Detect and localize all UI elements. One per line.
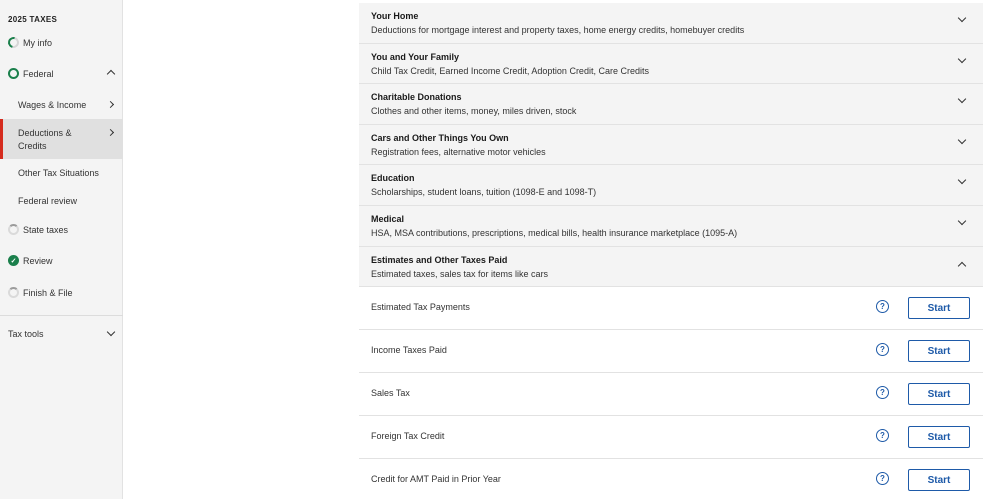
sidebar-item-label: Federal bbox=[23, 68, 54, 79]
section-subtitle: Deductions for mortgage interest and property taxes, home energy credits, homebuyer credits bbox=[371, 25, 745, 35]
label-line-2: Credits bbox=[18, 141, 47, 151]
chevron-up-icon bbox=[107, 70, 115, 78]
topic-row-sales-tax bbox=[359, 373, 983, 416]
start-button[interactable]: Start bbox=[908, 383, 970, 405]
chevron-down-icon bbox=[107, 328, 115, 336]
sidebar-item-label: Other Tax Situations bbox=[18, 168, 99, 178]
topic-label: Income Taxes Paid bbox=[371, 345, 447, 356]
topic-label: Sales Tax bbox=[371, 388, 410, 399]
topic-label: Credit for AMT Paid in Prior Year bbox=[371, 474, 501, 485]
help-icon[interactable]: ? bbox=[876, 386, 889, 399]
section-title: Estimates and Other Taxes Paid bbox=[371, 254, 508, 265]
topic-row-income-taxes-paid bbox=[359, 330, 983, 373]
topic-label: Estimated Tax Payments bbox=[371, 302, 470, 313]
sidebar-item-label: Federal review bbox=[18, 196, 78, 206]
sidebar-divider bbox=[0, 315, 123, 316]
sidebar-item-wages-income[interactable] bbox=[0, 91, 123, 119]
topic-label: Foreign Tax Credit bbox=[371, 431, 445, 442]
chevron-right-icon bbox=[107, 101, 114, 108]
accordion-section-cars[interactable] bbox=[359, 125, 983, 166]
sidebar-item-my-info[interactable] bbox=[0, 36, 123, 49]
accordion-section-estimates-other-taxes[interactable] bbox=[359, 247, 983, 288]
section-subtitle: Estimated taxes, sales tax for items like cars bbox=[371, 268, 549, 279]
start-button[interactable]: Start bbox=[908, 469, 970, 491]
sidebar-item-label: Tax tools bbox=[8, 328, 44, 339]
sidebar-item-label: State taxes bbox=[23, 224, 69, 235]
chevron-right-icon bbox=[107, 129, 114, 136]
sidebar-item-finish-file[interactable] bbox=[0, 286, 123, 299]
accordion-section-education[interactable] bbox=[359, 165, 983, 206]
section-title: Medical bbox=[371, 213, 405, 224]
sidebar-item-tax-tools[interactable] bbox=[0, 327, 123, 340]
accordion-section-you-and-your-family[interactable] bbox=[359, 44, 983, 85]
sidebar-item-state-taxes[interactable] bbox=[0, 223, 123, 236]
progress-ring-icon bbox=[8, 224, 19, 235]
help-icon[interactable]: ? bbox=[876, 300, 889, 313]
sidebar-item-federal-review[interactable] bbox=[0, 187, 123, 215]
topic-row-estimated-tax-payments bbox=[359, 287, 983, 330]
accordion-section-medical[interactable] bbox=[359, 206, 983, 247]
section-subtitle: Child Tax Credit, Earned Income Credit, Adoption Credit, Care Credits bbox=[371, 65, 649, 76]
label-line-1: Deductions & bbox=[18, 128, 72, 138]
tax-year-heading: 2025 TAXES bbox=[8, 15, 58, 24]
section-title: Education bbox=[371, 173, 415, 184]
sidebar-item-federal[interactable] bbox=[0, 67, 123, 80]
check-circle-icon bbox=[8, 255, 19, 266]
help-icon[interactable]: ? bbox=[876, 472, 889, 485]
section-title: Cars and Other Things You Own bbox=[371, 132, 509, 143]
accordion-section-charitable-donations[interactable] bbox=[359, 84, 983, 125]
accordion-section-your-home[interactable] bbox=[359, 3, 983, 44]
start-button[interactable]: Start bbox=[908, 426, 970, 448]
section-title: Your Home bbox=[371, 11, 419, 21]
section-title: Charitable Donations bbox=[371, 92, 462, 103]
topic-row-foreign-tax-credit bbox=[359, 416, 983, 459]
section-subtitle: Scholarships, student loans, tuition (1098-E and 1098-T) bbox=[371, 187, 597, 198]
section-title: You and Your Family bbox=[371, 51, 460, 62]
sidebar-item-label: My info bbox=[23, 37, 53, 48]
topic-row-amt-credit bbox=[359, 459, 983, 499]
sidebar-item-label: Review bbox=[23, 255, 53, 266]
sidebar-item-deductions-credits[interactable] bbox=[0, 119, 123, 159]
start-button[interactable]: Start bbox=[908, 340, 970, 362]
check-icon: ✓ bbox=[10, 257, 17, 265]
start-button[interactable]: Start bbox=[908, 297, 970, 319]
progress-ring-icon bbox=[8, 68, 19, 79]
section-subtitle: HSA, MSA contributions, prescriptions, medical bills, health insurance marketplace (1095-A) bbox=[371, 227, 738, 238]
progress-ring-icon bbox=[8, 287, 19, 298]
sidebar-item-label bbox=[18, 127, 72, 153]
sidebar-item-review[interactable] bbox=[0, 254, 123, 267]
section-subtitle: Clothes and other items, money, miles driven, stock bbox=[371, 106, 577, 117]
progress-ring-icon bbox=[6, 35, 21, 50]
section-subtitle: Registration fees, alternative motor vehicles bbox=[371, 146, 546, 157]
help-icon[interactable]: ? bbox=[876, 343, 889, 356]
sidebar bbox=[0, 0, 123, 499]
sidebar-item-other-tax-situations[interactable] bbox=[0, 159, 123, 187]
sidebar-item-label: Wages & Income bbox=[18, 100, 87, 110]
sidebar-item-label: Finish & File bbox=[23, 287, 73, 298]
deductions-accordion bbox=[359, 3, 983, 499]
help-icon[interactable]: ? bbox=[876, 429, 889, 442]
